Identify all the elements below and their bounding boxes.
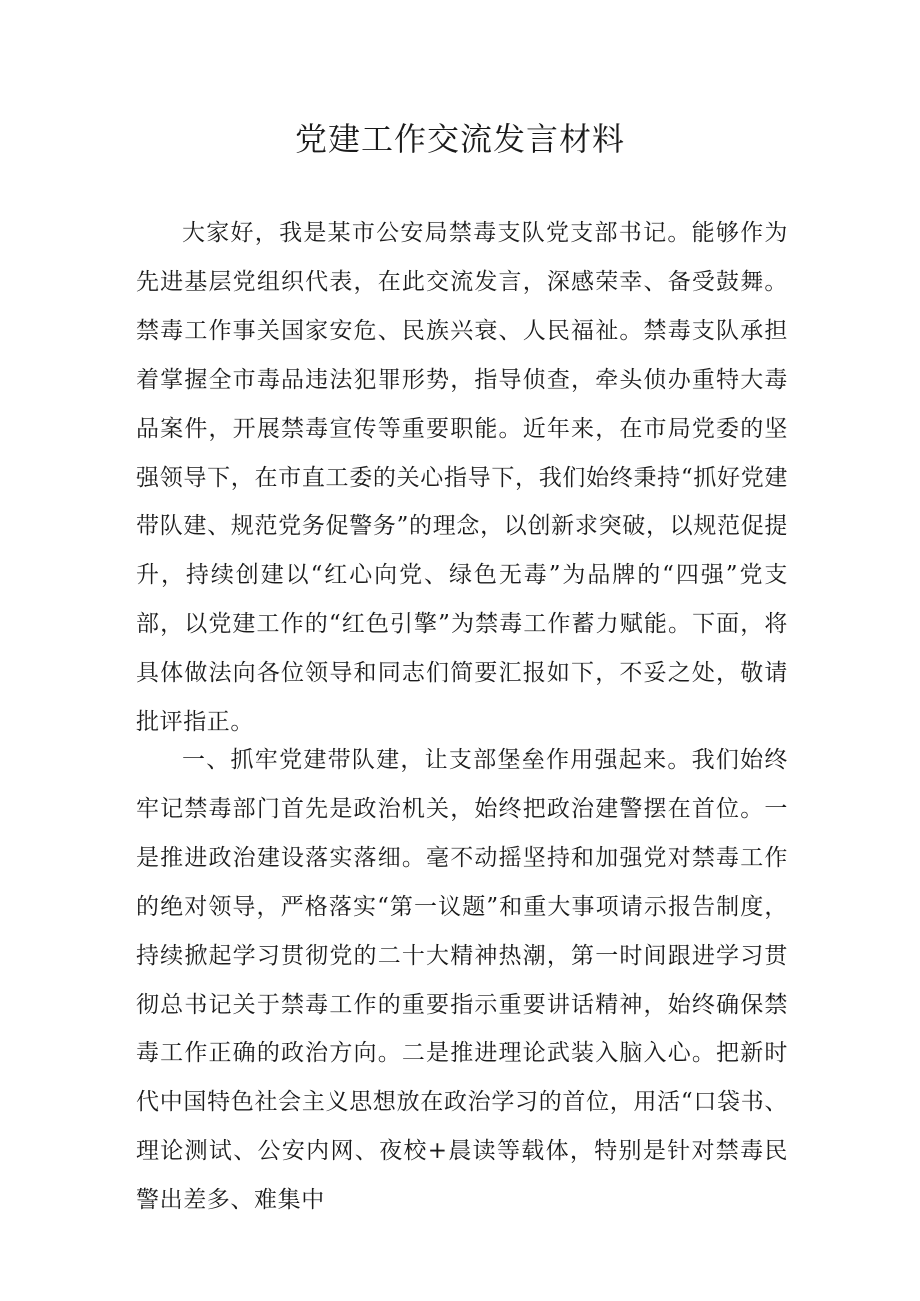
- document-title: 党建工作交流发言材料: [294, 120, 625, 158]
- body-paragraph-section-one: 一、抓牢党建带队建，让支部堡垒作用强起来。我们始终牢记禁毒部门首先是政治机关，始终把政治建警摆在首位。一是推进政治建设落实落细。毫不动摇坚持和加强党对禁毒工作的绝对领导，严格落实“第一议题”和重大事项请示报告制度，持续掀起学习贯彻党的二十大精神热潮，第一时间跟进学习贯彻总书记关于禁毒工作的重要指示重要讲话精神，始终确保禁毒工作正确的政治方向。二是推进理论武装入脑入心。把新时代中国特色社会主义思想放在政治学习的首位，用活“口袋书、理论测试、公安内网、夜校+晨读等载体，特别是针对禁毒民警出差多、难集中: [136, 747, 788, 1214]
- body-paragraph-introduction: 大家好，我是某市公安局禁毒支队党支部书记。能够作为先进基层党组织代表，在此交流发言，深感荣幸、备受鼓舞。禁毒工作事关国家安危、民族兴衰、人民福祉。禁毒支队承担着掌握全市毒品违法犯罪形势，指导侦查，牵头侦办重特大毒品案件，开展禁毒宣传等重要职能。近年来，在市局党委的坚强领导下，在市直工委的关心指导下，我们始终秉持“抓好党建带队建、规范党务促警务”的理念，以创新求突破，以规范促提升，持续创建以“红心向党、绿色无毒”为品牌的“四强”党支部，以党建工作的“红色引擎”为禁毒工作蓄力赋能。下面，将具体做法向各位领导和同志们简要汇报如下，不妥之处，敬请批评指正。: [136, 220, 788, 736]
